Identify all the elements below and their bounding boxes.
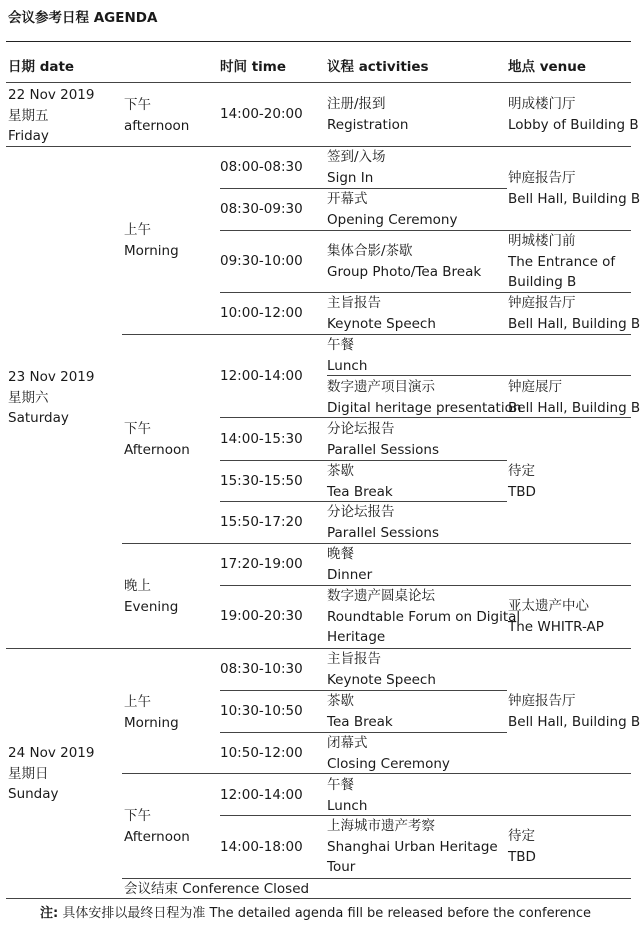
- bottom-rule: [6, 898, 631, 899]
- activity-cell: 分论坛报告 Parallel Sessions: [327, 504, 440, 541]
- header-rule: [6, 82, 631, 83]
- time-cell: 15:50-17:20: [220, 514, 303, 530]
- period-rule: [122, 334, 631, 335]
- activity-cell: 集体合影/茶歇 Group Photo/Tea Break: [327, 243, 482, 280]
- time-cell: 12:00-14:00: [220, 368, 303, 384]
- venue-cell: 钟庭展厅 Bell Hall, Building B: [508, 379, 641, 416]
- venue-cell: 明成楼门厅 Lobby of Building B: [508, 96, 639, 133]
- activity-cell: 注册/报到 Registration: [327, 96, 409, 133]
- time-cell: 15:30-15:50: [220, 473, 303, 489]
- venue-cell: 钟庭报告厅 Bell Hall, Building B: [508, 170, 641, 207]
- header-activities: 议程 activities: [327, 59, 429, 75]
- venue-cell: 待定 TBD: [508, 463, 536, 500]
- date-cell: 22 Nov 2019 星期五 Friday: [8, 87, 95, 144]
- venue-cell: 亚太遗产中心 The WHITR-AP: [508, 598, 604, 635]
- period-cell: 上午 Morning: [124, 222, 179, 259]
- venue-cell: 待定 TBD: [508, 828, 536, 865]
- time-cell: 08:00-08:30: [220, 159, 303, 175]
- row-rule: [327, 375, 631, 376]
- venue-cell: 钟庭报告厅 Bell Hall, Building B: [508, 693, 641, 730]
- page-title: 会议参考日程 AGENDA: [8, 10, 158, 26]
- activity-cell: 晚餐 Dinner: [327, 546, 373, 583]
- header-time: 时间 time: [220, 59, 287, 75]
- time-cell: 12:00-14:00: [220, 787, 303, 803]
- activity-cell: 茶歇 Tea Break: [327, 693, 393, 730]
- time-cell: 14:00-18:00: [220, 839, 303, 855]
- period-cell: 晚上 Evening: [124, 578, 179, 615]
- activity-cell: 茶歇 Tea Break: [327, 463, 393, 500]
- time-cell: 14:00-20:00: [220, 106, 303, 122]
- activity-cell: 数字遗产圆桌论坛 Roundtable Forum on Digital Heritage: [327, 588, 521, 645]
- header-date: 日期 date: [8, 59, 75, 75]
- venue-cell: 明城楼门前 The Entrance of Building B: [508, 233, 616, 290]
- period-cell: 下午 Afternoon: [124, 421, 190, 458]
- date-cell: 24 Nov 2019 星期日 Sunday: [8, 745, 95, 802]
- activity-cell: 午餐 Lunch: [327, 337, 368, 374]
- activity-cell: 分论坛报告 Parallel Sessions: [327, 421, 440, 458]
- header-venue: 地点 venue: [508, 59, 587, 75]
- venue-cell: 钟庭报告厅 Bell Hall, Building B: [508, 295, 641, 332]
- time-cell: 10:30-10:50: [220, 703, 303, 719]
- time-cell: 19:00-20:30: [220, 608, 303, 624]
- activity-cell: 午餐 Lunch: [327, 777, 368, 814]
- period-cell: 上午 Morning: [124, 694, 179, 731]
- activity-cell: 闭幕式 Closing Ceremony: [327, 735, 450, 772]
- period-cell: 下午 afternoon: [124, 97, 190, 134]
- time-cell: 10:50-12:00: [220, 745, 303, 761]
- date-cell: 23 Nov 2019 星期六 Saturday: [8, 369, 95, 426]
- time-cell: 09:30-10:00: [220, 253, 303, 269]
- day-rule: [6, 146, 631, 147]
- activity-cell: 主旨报告 Keynote Speech: [327, 295, 436, 332]
- activity-cell: 开幕式 Opening Ceremony: [327, 191, 458, 228]
- day-rule: [6, 648, 631, 649]
- conference-closed: 会议结束 Conference Closed: [124, 881, 310, 897]
- time-cell: 10:00-12:00: [220, 305, 303, 321]
- period-cell: 下午 Afternoon: [124, 808, 190, 845]
- activity-cell: 签到/入场 Sign In: [327, 149, 386, 186]
- activity-cell: 主旨报告 Keynote Speech: [327, 651, 436, 688]
- activity-cell: 数字遗产项目演示 Digital heritage presentation: [327, 379, 522, 416]
- top-rule: [6, 41, 631, 42]
- activity-cell: 上海城市遗产考察 Shanghai Urban Heritage Tour: [327, 818, 498, 875]
- footnote: 注: 具体安排以最终日程为准 The detailed agenda fill be released before the conference: [40, 906, 592, 921]
- period-rule: [122, 543, 631, 544]
- time-cell: 14:00-15:30: [220, 431, 303, 447]
- time-cell: 08:30-09:30: [220, 201, 303, 217]
- time-cell: 17:20-19:00: [220, 556, 303, 572]
- time-cell: 08:30-10:30: [220, 661, 303, 677]
